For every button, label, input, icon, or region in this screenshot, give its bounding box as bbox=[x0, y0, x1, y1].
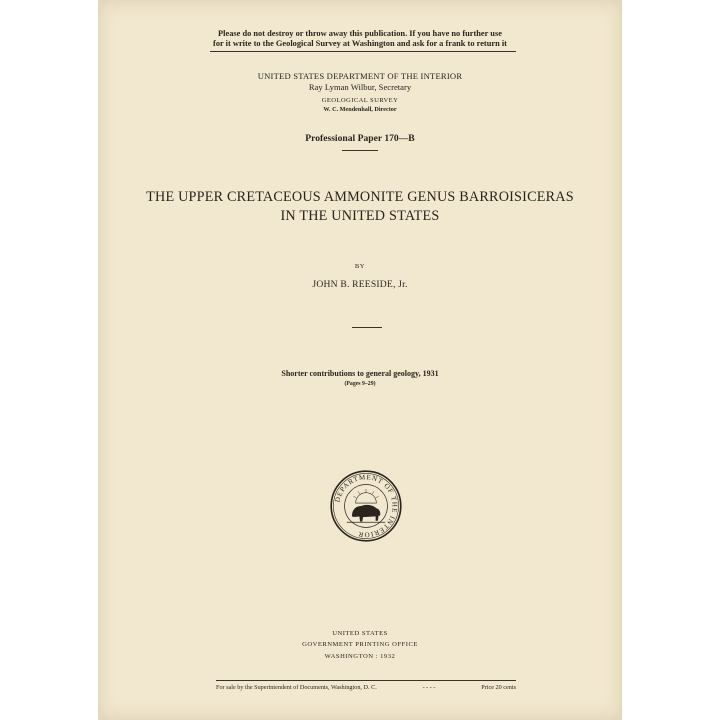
title-line-2: IN THE UNITED STATES bbox=[280, 208, 440, 224]
interior-seal-icon bbox=[329, 469, 403, 543]
publisher-line-1: UNITED STATES bbox=[332, 630, 388, 637]
paper-number: Professional Paper 170—B bbox=[305, 133, 415, 144]
footer-rule bbox=[216, 680, 516, 681]
series-pages: (Pages 9–29) bbox=[344, 381, 376, 387]
series-name: Shorter contributions to general geology, 1931 bbox=[281, 369, 439, 378]
survey-heading: GEOLOGICAL SURVEY bbox=[321, 97, 399, 104]
author-name: JOHN B. REESIDE, Jr. bbox=[312, 279, 408, 290]
secretary-line: Ray Lyman Wilbur, Secretary bbox=[308, 82, 412, 92]
sale-notice: For sale by the Superintendent of Documents, Washington, D. C. bbox=[216, 684, 377, 691]
publisher-line-2: GOVERNMENT PRINTING OFFICE bbox=[302, 641, 418, 648]
author-rule bbox=[352, 327, 382, 328]
notice-line-1: Please do not destroy or throw away this publication. If you have no further use bbox=[218, 29, 502, 38]
by-label: BY bbox=[354, 263, 366, 270]
department-heading: UNITED STATES DEPARTMENT OF THE INTERIOR bbox=[257, 71, 463, 81]
footer-dashes: - - - - bbox=[422, 684, 436, 691]
document-page bbox=[98, 0, 622, 720]
price: Price 20 cents bbox=[481, 684, 516, 691]
footer bbox=[216, 684, 516, 691]
notice bbox=[98, 29, 622, 49]
notice-rule bbox=[210, 51, 516, 52]
paper-rule bbox=[342, 150, 378, 151]
seal-text: DEPARTMENT OF THE INTERIOR bbox=[333, 473, 399, 539]
notice-line-2: for it write to the Geological Survey at Washington and ask for a frank to return it bbox=[213, 39, 507, 48]
title-line-1: THE UPPER CRETACEOUS AMMONITE GENUS BARROISICERAS bbox=[146, 189, 574, 205]
director-line: W. C. Mendenhall, Director bbox=[323, 106, 397, 113]
publisher-line-3: WASHINGTON : 1932 bbox=[324, 653, 396, 660]
